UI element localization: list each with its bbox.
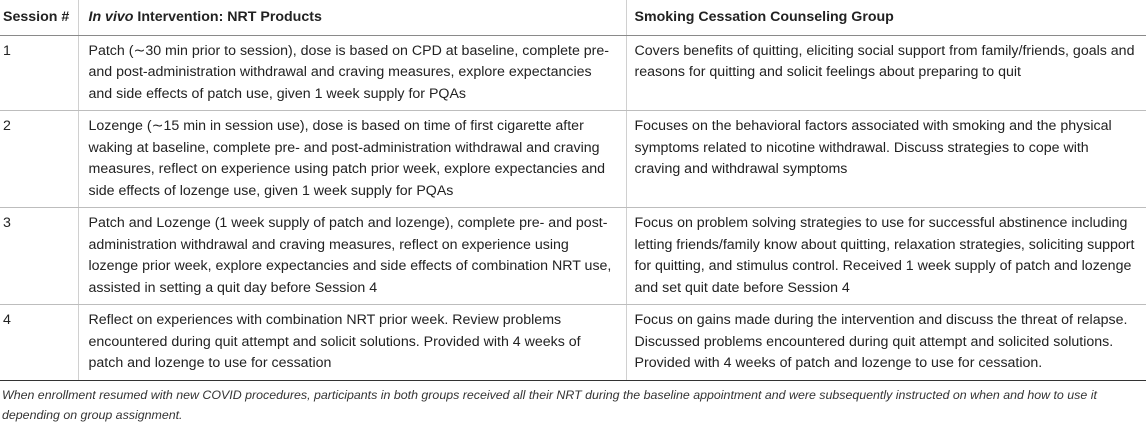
header-counseling: Smoking Cessation Counseling Group [626,0,1146,35]
header-nrt-rest: Intervention: NRT Products [133,9,322,25]
table-row [0,111,1146,208]
table-row [0,35,1146,111]
counseling-cell: Focus on problem solving strategies to use for successful abstinence including letting friends/family know about quitting, relaxation strategies, soliciting support for quitting, and stimulus control. Received 1 week supply of patch and lozenge and set quit date before Session 4 [626,208,1146,305]
table-footnote: When enrollment resumed with new COVID procedures, participants in both groups received all their NRT during the baseline appointment and were subsequently instructed on when and how to use it depending on group assignment. [2,387,1097,422]
session-cell: 2 [0,111,78,208]
nrt-cell: Patch and Lozenge (1 week supply of patch and lozenge), complete pre- and post-administration withdrawal and craving measures, reflect on experience using lozenge prior week, explore expectancies and side effects of combination NRT use, assisted in setting a quit day before Session 4 [78,208,626,305]
header-nrt-italic: In vivo [88,9,134,25]
counseling-cell: Covers benefits of quitting, eliciting social support from family/friends, goals and reasons for quitting and solicit feelings about preparing to quit [626,35,1146,111]
header-nrt-products [78,0,626,35]
counseling-cell: Focus on gains made during the intervention and discuss the threat of relapse. Discussed problems encountered during quit attempt and solicited solutions. Provided with 4 weeks of patch and lozenge to use for cessation. [626,305,1146,381]
nrt-cell: Patch (∼30 min prior to session), dose is based on CPD at baseline, complete pre- and post-administration withdrawal and craving measures, explore expectancies and side effects of patch use, given 1 week supply for PQAs [78,35,626,111]
session-cell: 4 [0,305,78,381]
session-cell: 3 [0,208,78,305]
nrt-cell: Reflect on experiences with combination NRT prior week. Review problems encountered during quit attempt and solicit solutions. Provided with 4 weeks of patch and lozenge to use for cessation [78,305,626,381]
header-session: Session # [0,0,78,35]
counseling-cell: Focuses on the behavioral factors associated with smoking and the physical symptoms related to nicotine withdrawal. Discuss strategies to cope with craving and withdrawal symptoms [626,111,1146,208]
nrt-cell: Lozenge (∼15 min in session use), dose is based on time of first cigarette after waking at baseline, complete pre- and post-administration withdrawal and craving measures, reflect on experience using patch prior week, explore expectancies and side effects of lozenge use, given 1 week supply for PQAs [78,111,626,208]
table-row [0,305,1146,381]
table-row [0,208,1146,305]
session-cell: 1 [0,35,78,111]
header-row [0,0,1146,35]
